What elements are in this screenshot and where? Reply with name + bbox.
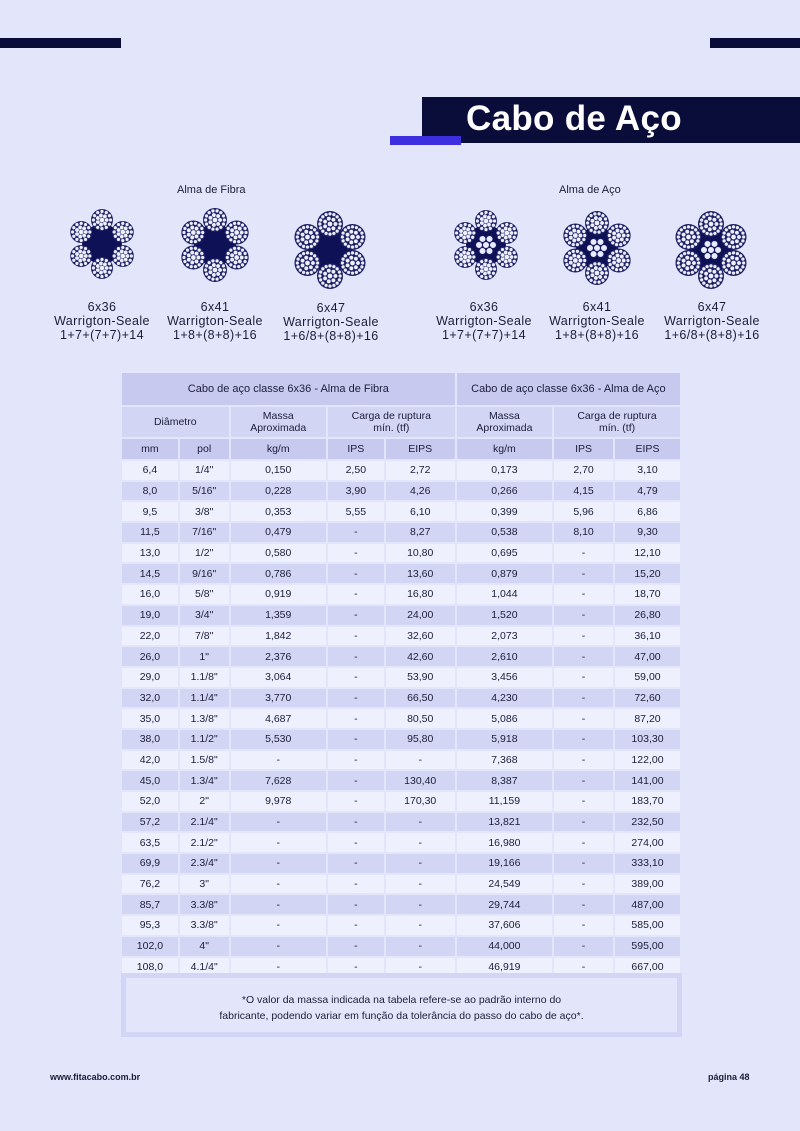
table-cell: 52,0 (122, 792, 178, 811)
table-cell: 5/8" (180, 585, 229, 604)
table-cell: 45,0 (122, 771, 178, 790)
table-cell: - (554, 709, 613, 728)
table-cell: 3,90 (328, 482, 384, 501)
table-row (122, 709, 680, 728)
table-cell: 102,0 (122, 937, 178, 956)
table-cell: 5/16" (180, 482, 229, 501)
table-cell: - (554, 647, 613, 666)
group-label-fibra: Alma de Fibra (177, 184, 246, 196)
table-cell: 1,842 (231, 627, 326, 646)
table-cell: 2,376 (231, 647, 326, 666)
table-cell: 9/16" (180, 564, 229, 583)
table-cell: - (328, 544, 384, 563)
table-cell: 15,20 (615, 564, 680, 583)
rope-name: Warrigton-Seale (167, 314, 263, 328)
table-cell: 0,919 (231, 585, 326, 604)
table-row (122, 544, 680, 563)
table-cell: 19,0 (122, 606, 178, 625)
table-cell: - (328, 647, 384, 666)
table-cell: 0,399 (457, 502, 552, 521)
table-cell: 4,230 (457, 689, 552, 708)
table-cell: 2,610 (457, 647, 552, 666)
table-header-row-labels (122, 407, 680, 437)
table-cell: - (386, 916, 455, 935)
table-cell: - (554, 916, 613, 935)
table-row (122, 895, 680, 914)
table-cell: 5,55 (328, 502, 384, 521)
table-cell: 32,0 (122, 689, 178, 708)
table-cell: - (554, 689, 613, 708)
table-cell: 53,90 (386, 668, 455, 687)
table-cell: - (328, 771, 384, 790)
header-massa-text: Massa Aproximada (250, 410, 307, 434)
table-cell: - (328, 730, 384, 749)
table-row (122, 875, 680, 894)
table-cell: 11,159 (457, 792, 552, 811)
footer-page-number: página 48 (708, 1072, 750, 1082)
table-cell: 3" (180, 875, 229, 894)
table-cell: 3/4" (180, 606, 229, 625)
table-cell: - (554, 854, 613, 873)
table-cell: - (554, 833, 613, 852)
table-cell: - (328, 875, 384, 894)
table-cell: 2,72 (386, 461, 455, 480)
rope-formula: 1+6/8+(8+8)+16 (664, 328, 760, 342)
table-cell: - (554, 730, 613, 749)
rope-cross-section-icon (555, 206, 639, 290)
table-cell: 63,5 (122, 833, 178, 852)
table-cell: 1.1/4" (180, 689, 229, 708)
table-cell: 585,00 (615, 916, 680, 935)
page-title: Cabo de Aço (466, 99, 682, 138)
table-row (122, 751, 680, 770)
table-cell: 141,00 (615, 771, 680, 790)
table-cell: - (554, 771, 613, 790)
table-cell: - (554, 937, 613, 956)
rope-caption-6 (652, 300, 772, 342)
table-cell: - (386, 875, 455, 894)
table-cell: 0,695 (457, 544, 552, 563)
rope-name: Warrigton-Seale (549, 314, 645, 328)
table-cell: 2.1/2" (180, 833, 229, 852)
table-cell: - (386, 937, 455, 956)
table-cell: 232,50 (615, 813, 680, 832)
note-box (121, 973, 682, 1037)
table-cell: - (386, 895, 455, 914)
table-cell: 1" (180, 647, 229, 666)
table-cell: 0,479 (231, 523, 326, 542)
table-cell: - (231, 937, 326, 956)
table-cell: - (554, 627, 613, 646)
table-cell: - (231, 875, 326, 894)
table-cell: - (554, 564, 613, 583)
table-cell: 36,10 (615, 627, 680, 646)
header-carga-text: Carga de ruptura mín. (tf) (351, 410, 431, 434)
rope-cross-section-icon (288, 208, 372, 292)
table-cell: - (231, 751, 326, 770)
table-row (122, 585, 680, 604)
table-cell: - (386, 813, 455, 832)
table-cell: 5,086 (457, 709, 552, 728)
table-row (122, 730, 680, 749)
rope-caption-3 (271, 301, 391, 343)
table-cell: 6,86 (615, 502, 680, 521)
rope-caption-4 (424, 300, 544, 342)
table-cell: - (328, 709, 384, 728)
rope-formula: 1+7+(7+7)+14 (441, 328, 527, 342)
top-bar-left (0, 38, 121, 48)
table-cell: 95,3 (122, 916, 178, 935)
table-cell: - (231, 916, 326, 935)
header-aco: Cabo de aço classe 6x36 - Alma de Aço (457, 373, 680, 405)
table-cell: 42,0 (122, 751, 178, 770)
table-cell: - (386, 854, 455, 873)
table-row (122, 627, 680, 646)
rope-caption-2 (155, 300, 275, 342)
table-cell: 16,80 (386, 585, 455, 604)
table-row (122, 523, 680, 542)
table-cell: - (554, 958, 613, 977)
cable-spec-table (121, 371, 681, 978)
table-cell: 26,0 (122, 647, 178, 666)
table-row (122, 564, 680, 583)
table-cell: 3,770 (231, 689, 326, 708)
table-row (122, 792, 680, 811)
table-row (122, 689, 680, 708)
table-cell: - (328, 895, 384, 914)
table-cell: - (328, 813, 384, 832)
table-cell: - (554, 606, 613, 625)
table-cell: 9,30 (615, 523, 680, 542)
table-cell: 38,0 (122, 730, 178, 749)
table-cell: - (328, 854, 384, 873)
table-cell: 183,70 (615, 792, 680, 811)
table-cell: 11,5 (122, 523, 178, 542)
table-cell: 95,80 (386, 730, 455, 749)
table-cell: 2.3/4" (180, 854, 229, 873)
table-cell: 5,918 (457, 730, 552, 749)
table-row (122, 854, 680, 873)
table-row (122, 606, 680, 625)
table-cell: 22,0 (122, 627, 178, 646)
table-cell: - (386, 751, 455, 770)
table-cell: - (554, 544, 613, 563)
table-cell: 389,00 (615, 875, 680, 894)
rope-cross-section-icon (60, 202, 144, 286)
table-cell: 0,173 (457, 461, 552, 480)
rope-formula: 1+8+(8+8)+16 (554, 328, 640, 342)
rope-formula: 1+8+(8+8)+16 (172, 328, 258, 342)
table-cell: 1,044 (457, 585, 552, 604)
rope-name: Warrigton-Seale (283, 315, 379, 329)
table-cell: 12,10 (615, 544, 680, 563)
table-cell: 42,60 (386, 647, 455, 666)
table-cell: - (328, 958, 384, 977)
rope-type: 6x41 (200, 300, 230, 314)
unit-cell: kg/m (457, 439, 552, 459)
table-cell: 1.1/8" (180, 668, 229, 687)
table-cell: 3,456 (457, 668, 552, 687)
table-cell: 59,00 (615, 668, 680, 687)
table-cell: 5,530 (231, 730, 326, 749)
table-cell: 76,2 (122, 875, 178, 894)
table-cell: - (554, 751, 613, 770)
table-cell: 0,538 (457, 523, 552, 542)
table-cell: 35,0 (122, 709, 178, 728)
table-cell: - (328, 689, 384, 708)
table-cell: 1.1/2" (180, 730, 229, 749)
table-header-row-groups (122, 373, 680, 405)
table-cell: 108,0 (122, 958, 178, 977)
table-cell: 4,15 (554, 482, 613, 501)
unit-cell: IPS (554, 439, 613, 459)
table-cell: 7,368 (457, 751, 552, 770)
table-cell: 24,00 (386, 606, 455, 625)
table-cell: 80,50 (386, 709, 455, 728)
table-cell: 8,10 (554, 523, 613, 542)
table-cell: 72,60 (615, 689, 680, 708)
table-row (122, 916, 680, 935)
table-cell: 87,20 (615, 709, 680, 728)
table-cell: 4,79 (615, 482, 680, 501)
table-cell: 5,96 (554, 502, 613, 521)
table-cell: 1.3/4" (180, 771, 229, 790)
table-cell: 487,00 (615, 895, 680, 914)
table-cell: 24,549 (457, 875, 552, 894)
table-cell: - (231, 833, 326, 852)
footer-website[interactable]: www.fitacabo.com.br (50, 1072, 141, 1082)
table-cell: - (231, 958, 326, 977)
note-line-1: *O valor da massa indicada na tabela refere-se ao padrão interno do (241, 994, 562, 1006)
table-cell: - (328, 523, 384, 542)
note-text (126, 978, 677, 1032)
table-row (122, 502, 680, 521)
table-cell: 69,9 (122, 854, 178, 873)
table-cell: - (554, 792, 613, 811)
table-row (122, 813, 680, 832)
table-cell: 4" (180, 937, 229, 956)
table-cell: 0,353 (231, 502, 326, 521)
rope-cross-section-icon (669, 208, 753, 292)
table-row (122, 668, 680, 687)
rope-type: 6x36 (469, 300, 499, 314)
table-cell: 10,80 (386, 544, 455, 563)
table-cell: 37,606 (457, 916, 552, 935)
table-cell: 47,00 (615, 647, 680, 666)
table-cell: 19,166 (457, 854, 552, 873)
table-cell: 3/8" (180, 502, 229, 521)
table-cell: 13,0 (122, 544, 178, 563)
table-cell: 4,687 (231, 709, 326, 728)
table-cell: - (328, 606, 384, 625)
header-massa-fibra (231, 407, 326, 437)
table-row (122, 461, 680, 480)
table-cell: 0,266 (457, 482, 552, 501)
rope-cross-section-icon (444, 203, 528, 287)
rope-type: 6x47 (697, 300, 727, 314)
table-cell: 0,879 (457, 564, 552, 583)
table-cell: 0,228 (231, 482, 326, 501)
table-cell: 13,60 (386, 564, 455, 583)
unit-cell: EIPS (386, 439, 455, 459)
table-cell: - (328, 564, 384, 583)
table-cell: 18,70 (615, 585, 680, 604)
table-cell: - (231, 813, 326, 832)
table-cell: 3.3/8" (180, 895, 229, 914)
table-cell: 170,30 (386, 792, 455, 811)
table-cell: - (231, 895, 326, 914)
table-cell: 7/16" (180, 523, 229, 542)
table-cell: 8,0 (122, 482, 178, 501)
table-cell: - (386, 833, 455, 852)
table-cell: - (554, 813, 613, 832)
table-header-row-units (122, 439, 680, 459)
table-cell: 32,60 (386, 627, 455, 646)
table-cell: 1,520 (457, 606, 552, 625)
rope-type: 6x36 (87, 300, 117, 314)
table-cell: - (328, 937, 384, 956)
table-cell: - (231, 854, 326, 873)
table-cell: 0,150 (231, 461, 326, 480)
table-cell: 0,580 (231, 544, 326, 563)
table-cell: 1,359 (231, 606, 326, 625)
table-cell: 9,978 (231, 792, 326, 811)
table-cell: 595,00 (615, 937, 680, 956)
rope-type: 6x41 (582, 300, 612, 314)
table-cell: - (554, 585, 613, 604)
table-cell: - (554, 875, 613, 894)
table-cell: 130,40 (386, 771, 455, 790)
unit-cell: pol (180, 439, 229, 459)
group-label-aco: Alma de Aço (559, 184, 621, 196)
table-cell: - (328, 668, 384, 687)
table-cell: 16,980 (457, 833, 552, 852)
table-row (122, 647, 680, 666)
table-cell: 274,00 (615, 833, 680, 852)
unit-cell: mm (122, 439, 178, 459)
table-cell: 6,4 (122, 461, 178, 480)
rope-caption-5 (537, 300, 657, 342)
table-cell: 85,7 (122, 895, 178, 914)
table-cell: 9,5 (122, 502, 178, 521)
table-cell: 66,50 (386, 689, 455, 708)
table-cell: 3,064 (231, 668, 326, 687)
table-cell: 26,80 (615, 606, 680, 625)
table-cell: 46,919 (457, 958, 552, 977)
table-cell: 1/2" (180, 544, 229, 563)
table-cell: 2,073 (457, 627, 552, 646)
table-cell: 29,0 (122, 668, 178, 687)
table-cell: 3.3/8" (180, 916, 229, 935)
table-cell: - (328, 627, 384, 646)
header-carga-text: Carga de ruptura mín. (tf) (577, 410, 657, 434)
table-cell: - (386, 958, 455, 977)
table-cell: 16,0 (122, 585, 178, 604)
header-carga-aco (554, 407, 680, 437)
table-cell: 29,744 (457, 895, 552, 914)
header-massa-aco (457, 407, 552, 437)
table-cell: 6,10 (386, 502, 455, 521)
table-cell: 3,10 (615, 461, 680, 480)
table-cell: 8,387 (457, 771, 552, 790)
table-row (122, 937, 680, 956)
table-cell: 4,26 (386, 482, 455, 501)
rope-type: 6x47 (316, 301, 346, 315)
table-cell: 8,27 (386, 523, 455, 542)
table-row (122, 833, 680, 852)
note-line-2: fabricante, podendo variar em função da tolerância do passo do cabo de aço*. (219, 1010, 584, 1022)
table-row (122, 771, 680, 790)
rope-formula: 1+6/8+(8+8)+16 (283, 329, 379, 343)
table-cell: 13,821 (457, 813, 552, 832)
unit-cell: EIPS (615, 439, 680, 459)
table-cell: 57,2 (122, 813, 178, 832)
table-cell: 103,30 (615, 730, 680, 749)
table-cell: - (328, 751, 384, 770)
table-cell: 1.3/8" (180, 709, 229, 728)
table-cell: 2.1/4" (180, 813, 229, 832)
table-cell: - (328, 916, 384, 935)
title-accent-bar (390, 136, 461, 145)
table-cell: 1.5/8" (180, 751, 229, 770)
table-cell: - (554, 895, 613, 914)
rope-caption-1 (42, 300, 162, 342)
table-cell: 1/4" (180, 461, 229, 480)
rope-formula: 1+7+(7+7)+14 (59, 328, 145, 342)
header-diametro: Diâmetro (122, 407, 229, 437)
table-row (122, 482, 680, 501)
rope-name: Warrigton-Seale (664, 314, 760, 328)
table-cell: 2,50 (328, 461, 384, 480)
table-cell: 333,10 (615, 854, 680, 873)
table-cell: - (554, 668, 613, 687)
table-cell: 0,786 (231, 564, 326, 583)
table-cell: 14,5 (122, 564, 178, 583)
table-cell: 2" (180, 792, 229, 811)
header-massa-text: Massa Aproximada (476, 410, 533, 434)
table-cell: 7,628 (231, 771, 326, 790)
table-cell: 2,70 (554, 461, 613, 480)
unit-cell: kg/m (231, 439, 326, 459)
header-carga-fibra (328, 407, 455, 437)
top-bar-right (710, 38, 800, 48)
table-cell: 7/8" (180, 627, 229, 646)
unit-cell: IPS (328, 439, 384, 459)
table-cell: 44,000 (457, 937, 552, 956)
header-fibra: Cabo de aço classe 6x36 - Alma de Fibra (122, 373, 455, 405)
rope-name: Warrigton-Seale (436, 314, 532, 328)
table-cell: 122,00 (615, 751, 680, 770)
table-cell: - (328, 792, 384, 811)
table-cell: - (328, 585, 384, 604)
table-cell: 667,00 (615, 958, 680, 977)
table-cell: - (328, 833, 384, 852)
rope-name: Warrigton-Seale (54, 314, 150, 328)
rope-cross-section-icon (173, 203, 257, 287)
table-cell: 4.1/4" (180, 958, 229, 977)
